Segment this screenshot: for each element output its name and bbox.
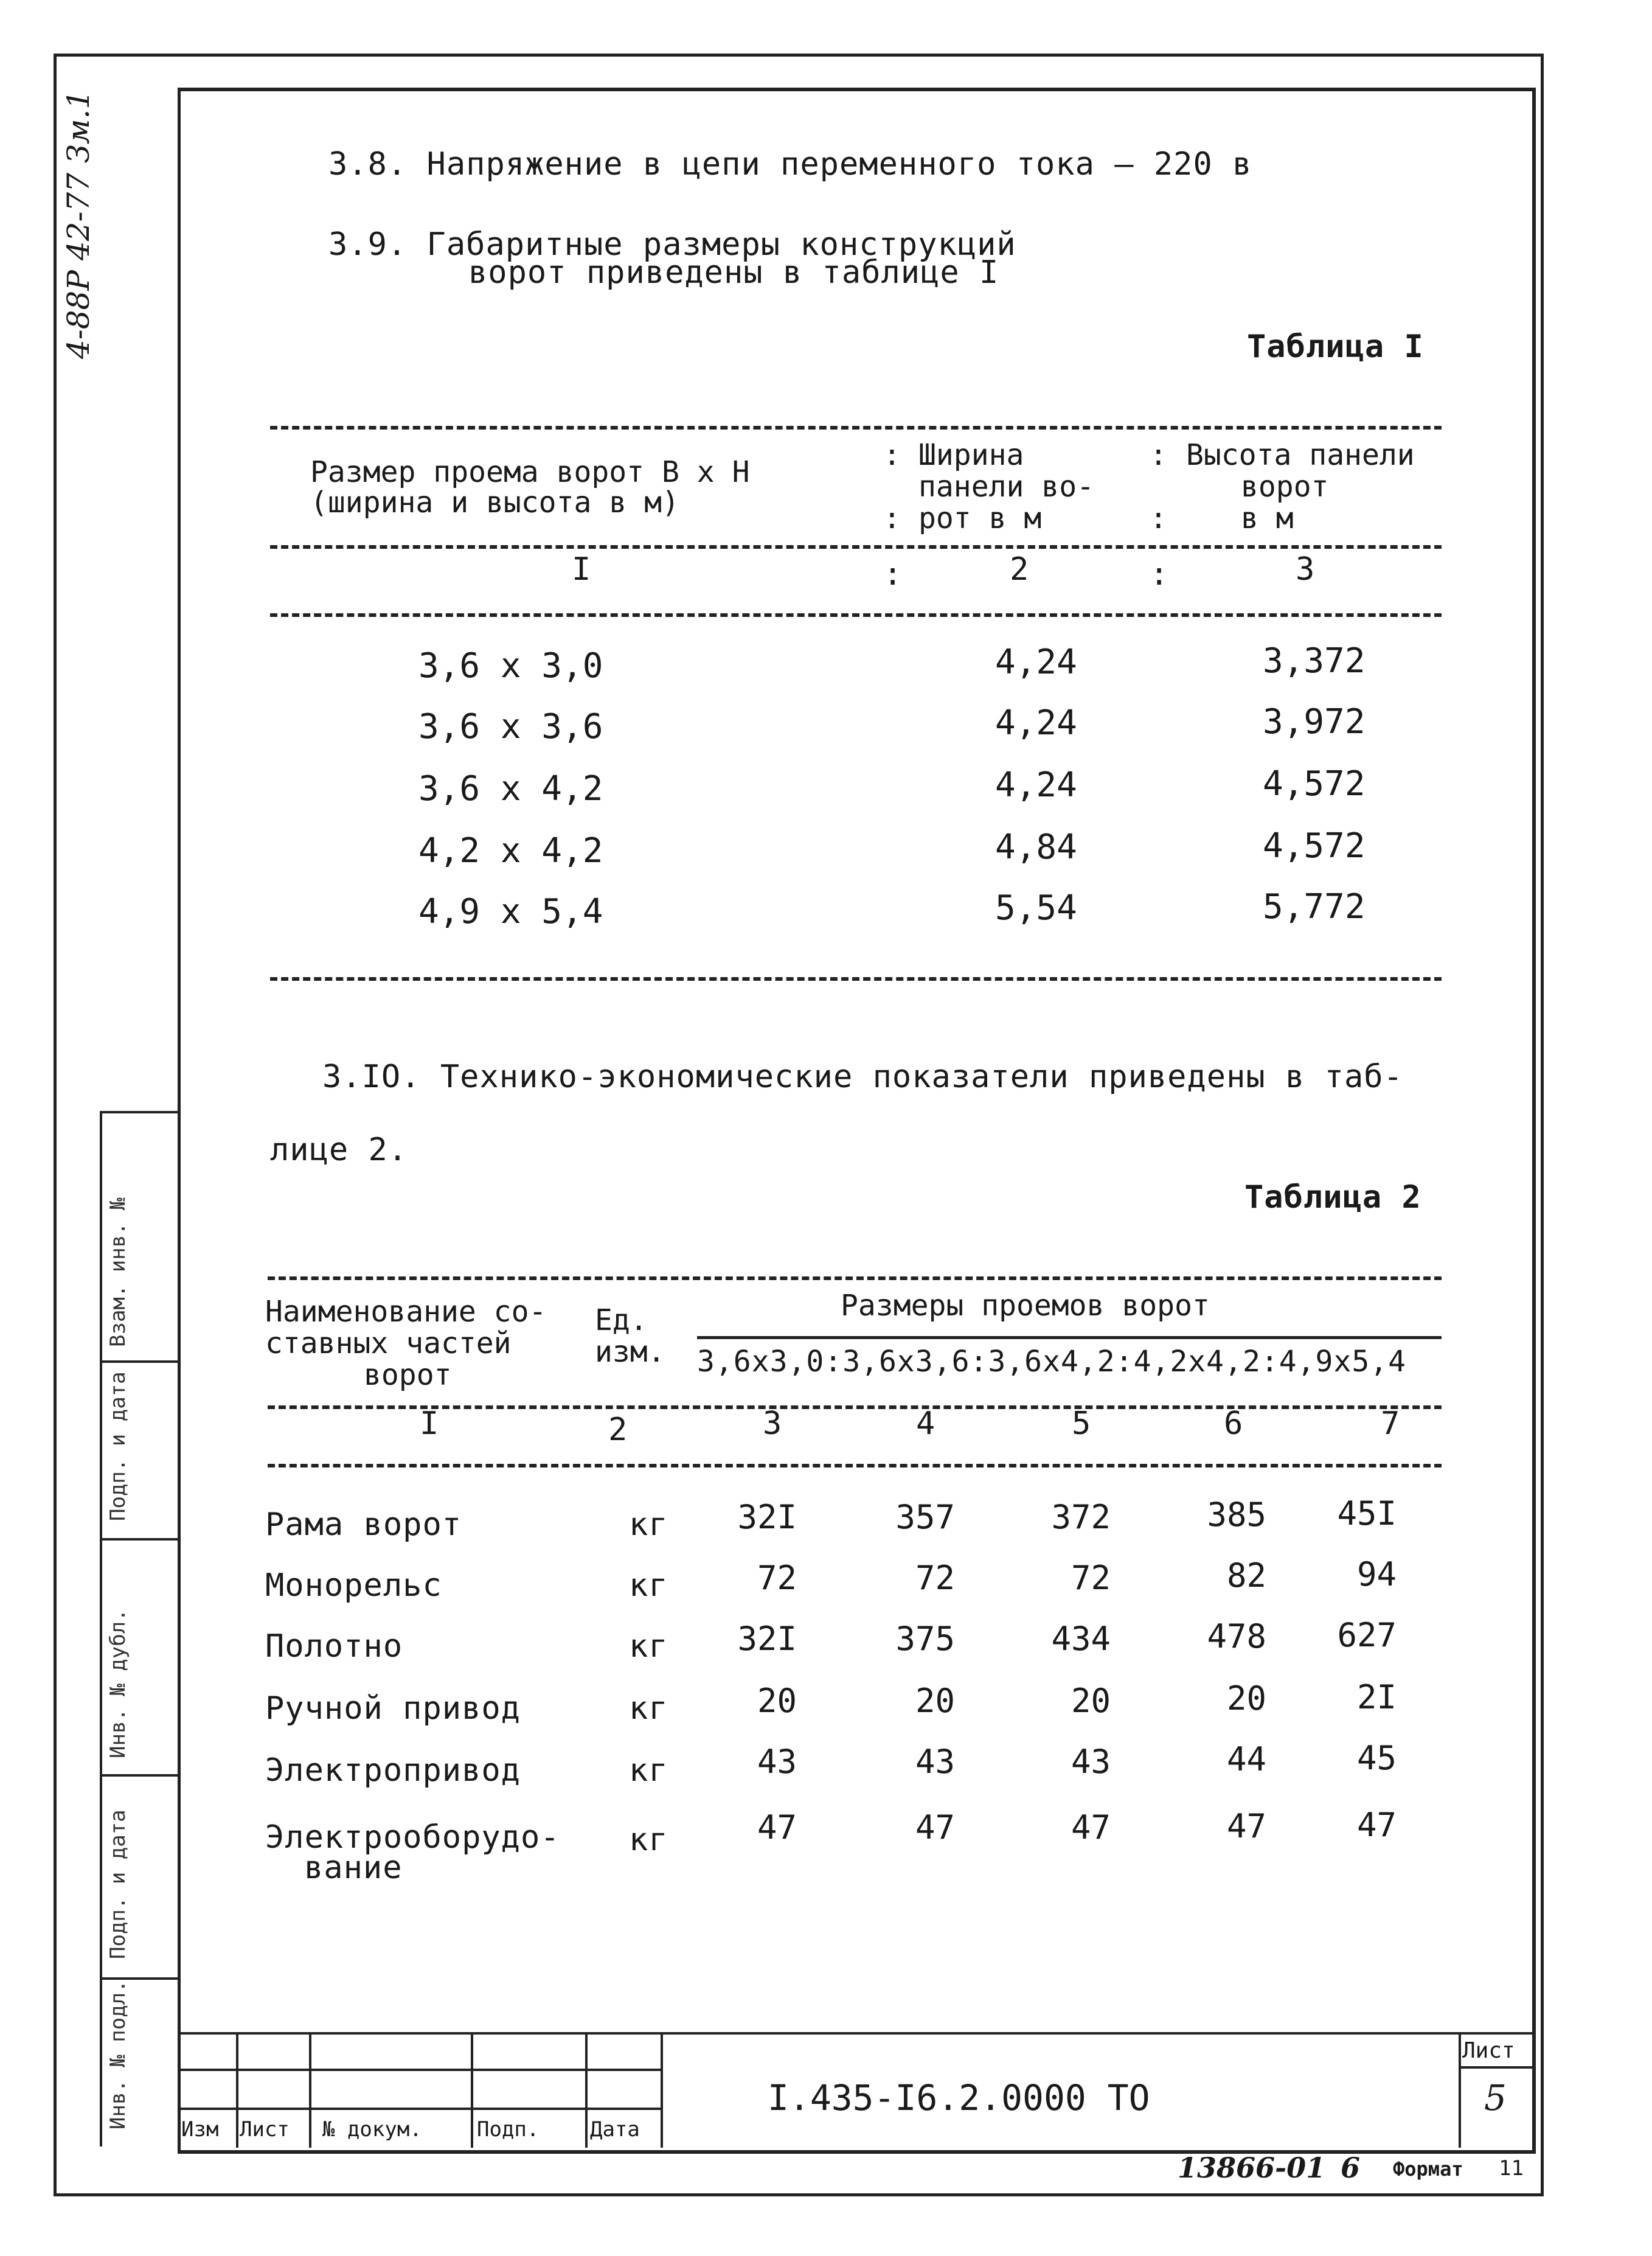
table1-row-height: 5,772 bbox=[1263, 887, 1366, 927]
margin-note: 4-88P 42-77 Зм.1 bbox=[61, 89, 96, 359]
table2-row-name: Монорельс bbox=[265, 1567, 442, 1604]
table2-row-unit: кг bbox=[629, 1506, 668, 1543]
table2-row-value: 2I bbox=[1356, 1678, 1397, 1716]
left-strip-cell5: Инв. № подл. bbox=[106, 1980, 130, 2129]
title-col-doc: № докум. bbox=[322, 2117, 422, 2142]
table2-header-sizes: 3,6х3,0:3,6х3,6:3,6х4,2:4,2х4,2:4,9х5,4 bbox=[697, 1345, 1407, 1379]
table2-row-value: 385 bbox=[1207, 1495, 1266, 1534]
left-strip-rule bbox=[100, 1774, 179, 1777]
table1-num-3: 3 bbox=[1296, 551, 1316, 588]
table1-caption: Таблица I bbox=[1247, 329, 1424, 365]
section-3-10-line2: лице 2. bbox=[270, 1132, 408, 1168]
table2-row-value: 43 bbox=[757, 1742, 797, 1781]
table2-row-name-cont: вание bbox=[304, 1850, 403, 1886]
section-3-10-line1: 3.IO. Технико-экономические показатели приведены в таб- bbox=[322, 1059, 1403, 1095]
table2-row-value: 434 bbox=[1051, 1620, 1111, 1658]
table1-row-size: 4,9 х 5,4 bbox=[418, 892, 603, 931]
title-block-row bbox=[180, 2108, 661, 2110]
table2-row-name: Ручной привод bbox=[265, 1690, 521, 1727]
table2-group-rule bbox=[697, 1336, 1442, 1339]
table2-num-6: 6 bbox=[1224, 1405, 1244, 1442]
left-strip-cell2: Подп. и дата bbox=[106, 1371, 130, 1521]
table1-row-width: 4,24 bbox=[995, 703, 1077, 743]
table1-header-col1-line1: Размер проема ворот В х Н bbox=[310, 455, 750, 489]
title-col-date: Дата bbox=[590, 2117, 640, 2142]
table2-row-value: 20 bbox=[915, 1682, 955, 1720]
table2-row-value: 20 bbox=[1071, 1682, 1111, 1720]
table2-numbers-rule bbox=[268, 1464, 1442, 1467]
left-strip-rule bbox=[100, 1538, 179, 1541]
title-col-sign: Подп. bbox=[477, 2117, 540, 2142]
table2-header-name-line3: ворот bbox=[364, 1358, 452, 1392]
footer-format-value: 11 bbox=[1499, 2156, 1524, 2181]
title-block-col bbox=[471, 2032, 473, 2148]
table1-num-2: 2 bbox=[1010, 551, 1030, 588]
table2-header-unit-line2: изм. bbox=[595, 1335, 665, 1369]
table1-header-sep-a2: : bbox=[883, 501, 901, 535]
title-block-col bbox=[236, 2032, 238, 2148]
table1-row-size: 3,6 х 4,2 bbox=[418, 769, 603, 809]
table1-num-1: I bbox=[572, 551, 592, 588]
table1-row-width: 5,54 bbox=[995, 888, 1077, 928]
table2-row-value: 47 bbox=[1226, 1807, 1266, 1845]
table1-row-size: 3,6 х 3,0 bbox=[418, 646, 603, 686]
title-block-col bbox=[661, 2032, 663, 2148]
title-block-sheet-row bbox=[1459, 2066, 1534, 2069]
table2-row-value: 47 bbox=[757, 1808, 797, 1847]
footer-format-label: Формат bbox=[1393, 2157, 1463, 2181]
table2-num-7: 7 bbox=[1381, 1405, 1401, 1442]
section-3-8: 3.8. Напряжение в цепи переменного тока – 220 в bbox=[328, 146, 1252, 183]
table1-num-sep-a: : bbox=[883, 556, 903, 593]
table2-row-value: 45I bbox=[1337, 1494, 1397, 1533]
left-strip-cell1: Взам. инв. № bbox=[106, 1197, 130, 1347]
table1-row-height: 3,972 bbox=[1263, 702, 1366, 742]
title-block-sheet-col bbox=[1459, 2032, 1461, 2148]
table2-row-value: 72 bbox=[1071, 1559, 1111, 1597]
table1-header-sep-b1: : bbox=[1150, 438, 1167, 472]
table2-row-value: 43 bbox=[915, 1742, 955, 1781]
table2-num-5: 5 bbox=[1072, 1405, 1092, 1442]
footer-order-num: 6 bbox=[1341, 2151, 1361, 2184]
table2-header-group-title: Размеры проемов ворот bbox=[841, 1289, 1210, 1323]
table1-row-width: 4,24 bbox=[995, 642, 1077, 682]
table2-header-name-line1: Наименование со- bbox=[265, 1295, 547, 1329]
table2-row-value: 45 bbox=[1356, 1739, 1397, 1777]
table1-header-sep-b2: : bbox=[1150, 501, 1167, 535]
table2-num-1: I bbox=[420, 1405, 440, 1442]
left-strip-rule bbox=[100, 1360, 179, 1363]
table2-row-value: 47 bbox=[915, 1808, 955, 1847]
title-block-col bbox=[309, 2032, 311, 2148]
table1-bottom-rule bbox=[270, 977, 1442, 981]
table2-row-value: 372 bbox=[1051, 1498, 1111, 1536]
left-strip-cell4: Подп. и дата bbox=[106, 1809, 130, 1959]
footer-order: 13866-01 bbox=[1178, 2151, 1326, 2184]
title-block-col bbox=[585, 2032, 588, 2148]
table2-header-unit-line1: Ед. bbox=[595, 1303, 648, 1337]
title-col-izm: Изм bbox=[181, 2117, 219, 2142]
table2-row-value: 72 bbox=[757, 1559, 797, 1597]
table2-top-rule bbox=[268, 1276, 1442, 1280]
table2-row-name: Полотно bbox=[265, 1628, 403, 1665]
table2-row-unit: кг bbox=[629, 1567, 668, 1604]
left-strip-rule bbox=[100, 1111, 179, 1113]
table1-header-col2-line2: панели во- bbox=[918, 470, 1094, 504]
table2-row-value: 47 bbox=[1071, 1808, 1111, 1847]
table1-row-height: 4,572 bbox=[1263, 764, 1366, 804]
table2-row-value: 478 bbox=[1207, 1617, 1266, 1655]
table2-caption: Таблица 2 bbox=[1244, 1179, 1421, 1216]
table1-top-rule bbox=[270, 426, 1442, 430]
table1-row-height: 3,372 bbox=[1263, 641, 1366, 681]
table1-row-height: 4,572 bbox=[1263, 826, 1366, 866]
table2-header-name-line2: ставных частей bbox=[265, 1326, 512, 1360]
table2-row-name: Рама ворот bbox=[265, 1506, 462, 1543]
table1-header-col1-line2: (ширина и высота в м) bbox=[310, 486, 679, 520]
table2-num-4: 4 bbox=[916, 1405, 936, 1442]
table1-header-col3-line2: ворот bbox=[1241, 470, 1329, 504]
table1-header-col2-line1: Ширина bbox=[918, 438, 1024, 472]
table2-row-name: Электрооборудо- bbox=[265, 1819, 560, 1856]
table2-row-name: Электропривод bbox=[265, 1752, 521, 1789]
left-strip-divider bbox=[100, 1111, 102, 2146]
table2-header-rule bbox=[268, 1405, 1442, 1409]
table1-row-size: 3,6 х 3,6 bbox=[418, 707, 603, 747]
section-3-9-line2: ворот приведены в таблице I bbox=[468, 254, 999, 291]
sheet-number: 5 bbox=[1484, 2077, 1507, 2118]
table2-row-value: 32I bbox=[737, 1620, 797, 1658]
table2-row-value: 72 bbox=[915, 1559, 955, 1597]
table2-row-unit: кг bbox=[629, 1690, 668, 1727]
table2-num-3: 3 bbox=[763, 1405, 783, 1442]
title-block-top bbox=[180, 2032, 1534, 2035]
table1-numbers-rule bbox=[270, 613, 1442, 617]
table1-header-sep-a1: : bbox=[883, 438, 901, 472]
doc-code: I.435-I6.2.0000 ТО bbox=[768, 2077, 1150, 2118]
section-3-9-line1: 3.9. Габаритные размеры конструкций bbox=[328, 226, 1016, 263]
table2-row-value: 627 bbox=[1337, 1616, 1397, 1654]
sheet-label: Лист bbox=[1462, 2038, 1515, 2063]
table2-row-value: 32I bbox=[737, 1498, 797, 1536]
left-strip-cell3: Инв. № дубл. bbox=[106, 1609, 130, 1758]
table1-header-col2-line3: рот в м bbox=[918, 501, 1042, 535]
table1-row-width: 4,24 bbox=[995, 765, 1077, 805]
table1-row-width: 4,84 bbox=[995, 827, 1077, 867]
table2-row-value: 20 bbox=[1226, 1679, 1266, 1718]
table2-row-value: 94 bbox=[1356, 1555, 1397, 1593]
title-col-list: Лист bbox=[240, 2117, 290, 2142]
table1-num-sep-b: : bbox=[1150, 556, 1170, 593]
table2-row-value: 357 bbox=[895, 1498, 955, 1536]
table1-header-rule bbox=[270, 545, 1442, 549]
table2-row-value: 43 bbox=[1071, 1742, 1111, 1781]
table2-row-value: 375 bbox=[895, 1620, 955, 1658]
table2-num-2: 2 bbox=[608, 1412, 628, 1448]
table2-row-unit: кг bbox=[629, 1752, 668, 1789]
table2-row-value: 44 bbox=[1226, 1740, 1266, 1778]
table2-row-value: 82 bbox=[1226, 1556, 1266, 1595]
table2-row-value: 20 bbox=[757, 1682, 797, 1720]
table1-header-col3-line3: в м bbox=[1241, 501, 1294, 535]
table2-row-unit: кг bbox=[629, 1628, 668, 1665]
table2-row-value: 47 bbox=[1356, 1806, 1397, 1844]
table1-row-size: 4,2 х 4,2 bbox=[418, 831, 603, 871]
table2-row-unit: кг bbox=[629, 1822, 668, 1858]
title-block-row bbox=[180, 2069, 661, 2071]
table1-header-col3-line1: Высота панели bbox=[1186, 438, 1415, 472]
